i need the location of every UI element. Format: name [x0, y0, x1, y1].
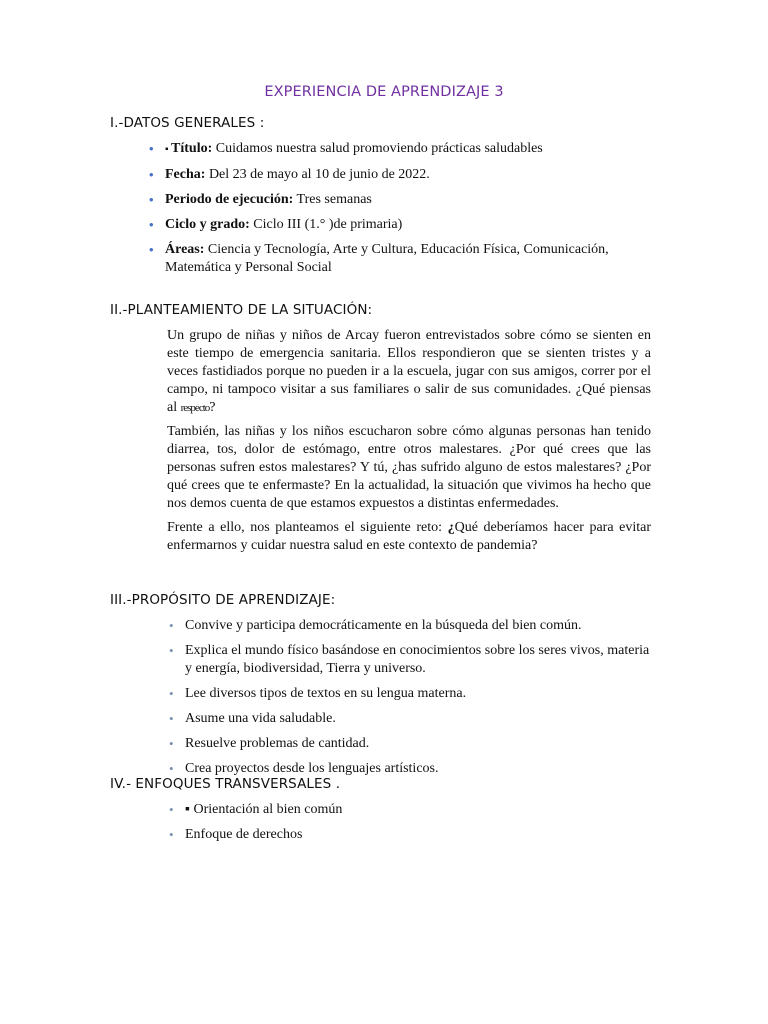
- item-text: Resuelve problemas de cantidad.: [185, 736, 370, 751]
- item-label: Periodo de ejecución:: [165, 192, 294, 207]
- section-heading-datos-generales: I.-DATOS GENERALES :: [110, 115, 265, 131]
- list-item: [169, 642, 659, 678]
- bullet-icon: •: [169, 827, 174, 842]
- document-title: EXPERIENCIA DE APRENDIZAJE 3: [264, 84, 504, 100]
- list-item: [169, 710, 659, 728]
- bullet-icon: •: [169, 643, 174, 658]
- item-text: Del 23 de mayo al 10 de junio de 2022.: [205, 167, 430, 182]
- item-text: Ciencia y Tecnología, Arte y Cultura, Educación Física, Comunicación, Matemática y Personal Social: [165, 242, 609, 275]
- proposito-list: [169, 617, 659, 785]
- section-heading-proposito: III.-PROPÓSITO DE APRENDIZAJE:: [110, 592, 336, 608]
- list-item: [169, 826, 659, 844]
- list-item: [169, 617, 659, 635]
- item-text: Lee diversos tipos de textos en su lengua materna.: [185, 686, 467, 701]
- item-text: ▪ Orientación al bien común: [185, 802, 343, 817]
- bullet-icon: •: [169, 802, 174, 817]
- item-label: Áreas:: [165, 242, 205, 257]
- section-heading-enfoques: IV.- ENFOQUES TRANSVERSALES .: [110, 776, 341, 792]
- item-label: Título:: [171, 141, 213, 156]
- situation-paragraph-3: [167, 519, 651, 555]
- item-text: Tres semanas: [293, 192, 372, 207]
- bullet-icon: •: [169, 711, 174, 726]
- paragraph-end: ?: [209, 400, 216, 415]
- bullet-icon: •: [149, 242, 154, 257]
- item-text: Asume una vida saludable.: [185, 711, 336, 726]
- item-text: Convive y participa democráticamente en la búsqueda del bien común.: [185, 618, 582, 633]
- item-text: Explica el mundo físico basándose en conocimientos sobre los seres vivos, materia y energía, biodiversidad, Tierra y universo.: [185, 643, 650, 676]
- challenge-question: Qué deberíamos hacer para evitar enfermarnos y cuidar nuestra salud en este contexto de pandemia?: [167, 520, 651, 553]
- paragraph-text: Un grupo de niñas y niños de Arcay fueron entrevistados sobre cómo se sienten en este tiempo de emergencia sanitaria. Ellos respondieron que se sienten tristes y a veces fastidiados porque no pueden ir a la escuela, jugar con sus amigos, correr por el campo, ni tampoco visitar a sus familiares o salir de sus comunidades. ¿Qué piensas al: [167, 328, 651, 415]
- enfoques-list: [169, 801, 659, 851]
- item-text: Enfoque de derechos: [185, 827, 303, 842]
- item-text: Ciclo III (1.° )de primaria): [249, 217, 403, 232]
- list-item: [169, 735, 659, 753]
- datos-generales-list: [149, 140, 629, 284]
- paragraph-text: Frente a ello, nos planteamos el siguiente reto:: [167, 520, 448, 535]
- item-label: Ciclo y grado:: [165, 217, 250, 232]
- list-item: [149, 216, 629, 234]
- list-item: [149, 241, 629, 277]
- bullet-icon: •: [149, 217, 154, 232]
- question-mark: ¿: [447, 520, 455, 535]
- item-text: Cuidamos nuestra salud promoviendo prácticas saludables: [212, 141, 543, 156]
- bullet-icon: •: [149, 167, 154, 182]
- inline-bullet-icon: ▪: [165, 144, 172, 155]
- bullet-icon: •: [169, 618, 174, 633]
- paragraph-small-text: respecto: [180, 402, 210, 414]
- list-item: [169, 685, 659, 703]
- list-item: [149, 191, 629, 209]
- bullet-icon: •: [169, 736, 174, 751]
- bullet-icon: •: [149, 141, 154, 156]
- situation-paragraph-1: [167, 327, 651, 417]
- bullet-icon: •: [169, 686, 174, 701]
- list-item: [149, 166, 629, 184]
- section-heading-planteamiento: II.-PLANTEAMIENTO DE LA SITUACIÓN:: [110, 302, 373, 318]
- item-text: Crea proyectos desde los lenguajes artísticos.: [185, 761, 439, 776]
- item-label: Fecha:: [165, 167, 206, 182]
- situation-paragraph-2: También, las niñas y los niños escucharon sobre cómo algunas personas han tenido diarrea, tos, dolor de estómago, entre otros malestares. ¿Por qué crees que las personas sufren estos malestares? Y tú, ¿has sufrido alguno de estos malestares? ¿Por qué crees que te enfermaste? En la actualidad, la situación que vivimos ha hecho que nos demos cuenta de que estamos expuestos a distintas enfermedades.: [167, 424, 651, 511]
- list-item: [169, 801, 659, 819]
- list-item: [149, 140, 629, 159]
- bullet-icon: •: [169, 761, 174, 776]
- bullet-icon: •: [149, 192, 154, 207]
